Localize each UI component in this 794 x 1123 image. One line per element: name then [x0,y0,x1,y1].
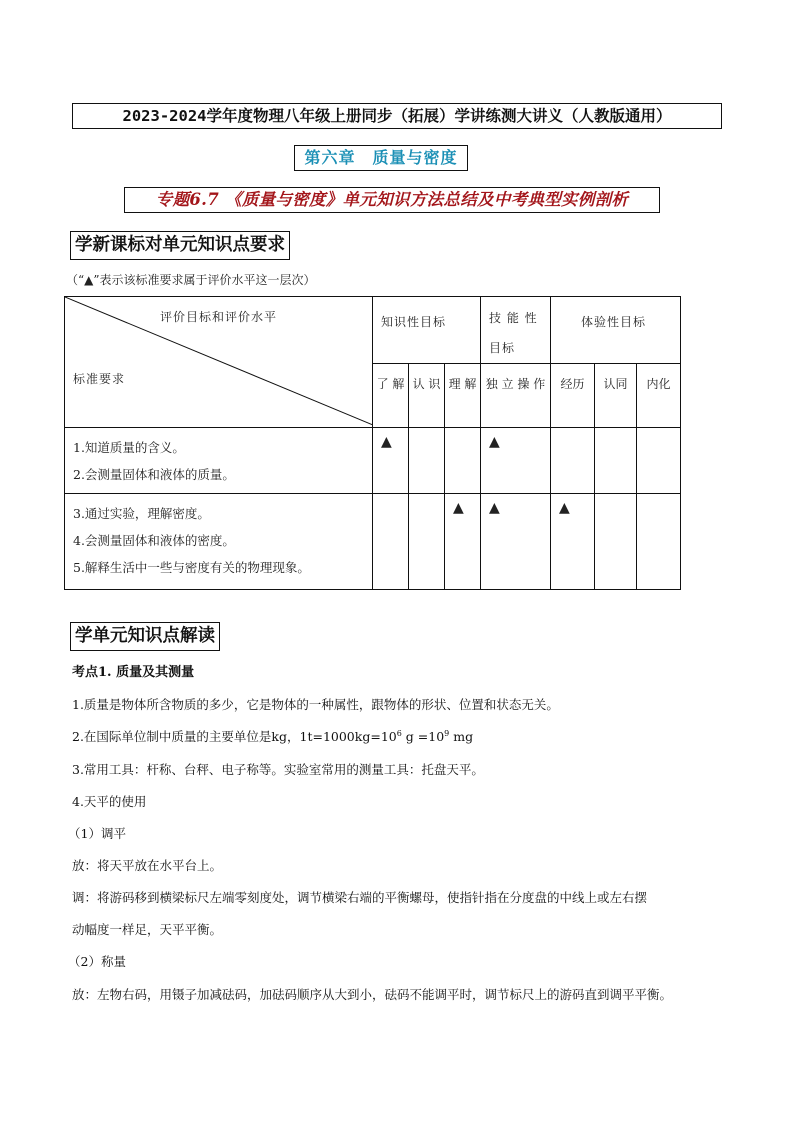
exponent: 9 [444,729,450,738]
subcol-independent-operation: 独 立 操 作 [481,364,551,428]
mark-cell: ▲ [373,428,409,494]
subcol-agree: 认同 [595,364,637,428]
subcol-internalize: 内化 [637,364,681,428]
exponent: 6 [396,729,402,738]
table-row [65,428,681,494]
requirement-line: 3.通过实验，理解密度。 [73,506,210,521]
paragraph: 1.质量是物体所含物质的多少，它是物体的一种属性，跟物体的形状、位置和状态无关。 [72,697,559,712]
requirement-line: 2.会测量固体和液体的质量。 [73,467,235,482]
mark-cell [595,428,637,494]
diagonal-header-cell [65,297,373,428]
diag-header-bottom: 标准要求 [73,372,126,386]
paragraph-units [72,729,473,745]
topic-title: 专题6.7 《质量与密度》单元知识方法总结及中考典型实例剖析 [124,187,660,213]
mark-cell [409,428,445,494]
paragraph: 3.常用工具：杆称、台秤、电子称等。实验室常用的测量工具：托盘天平。 [72,762,484,777]
subcol-recognize: 认 识 [409,364,445,428]
mark-cell: ▲ [481,428,551,494]
subcol-comprehend: 理 解 [445,364,481,428]
section-heading-curriculum: 学新课标对单元知识点要求 [70,231,290,260]
mark-cell: ▲ [481,494,551,590]
mark-cell [409,494,445,590]
group-knowledge: 知识性目标 [373,297,481,364]
paragraph: 放：将天平放在水平台上。 [72,858,223,873]
units-text: 2.在国际单位制中质量的主要单位是kg，1t=1000kg=10 [72,729,397,744]
units-text: g =10 [401,729,445,744]
subcol-experience: 经历 [551,364,595,428]
mark-cell [373,494,409,590]
mark-cell [551,428,595,494]
standards-table [64,296,681,590]
mark-cell: ▲ [551,494,595,590]
table-note: （“▲”表示该标准要求属于评价水平这一层次） [66,273,316,287]
section-heading-knowledge: 学单元知识点解读 [70,622,220,651]
paragraph: 4.天平的使用 [72,794,147,809]
mark-cell: ▲ [445,494,481,590]
paragraph: （1）调平 [68,826,126,841]
subcol-understand-basic: 了 解 [373,364,409,428]
chapter-title: 第六章 质量与密度 [294,145,468,171]
units-text: mg [449,729,474,744]
paragraph: 动幅度一样足，天平平衡。 [72,922,223,937]
diag-header-top: 评价目标和评价水平 [159,310,277,324]
requirement-line: 1.知道质量的含义。 [73,440,185,455]
group-experience: 体验性目标 [551,297,681,364]
mark-cell [637,494,681,590]
paragraph: 放：左物右码，用镊子加减砝码，加砝码顺序从大到小，砝码不能调平时，调节标尺上的游码直到调平平衡。 [72,987,673,1002]
table-row [65,494,681,590]
document-title: 2023-2024学年度物理八年级上册同步（拓展）学讲练测大讲义（人教版通用） [72,103,722,129]
mark-cell [595,494,637,590]
paragraph: 调：将游码移到横梁标尺左端零刻度处，调节横梁右端的平衡螺母，使指针指在分度盘的中线上或左右摆 [72,890,648,905]
knowledge-point-heading: 考点1. 质量及其测量 [72,665,195,680]
requirement-line: 4.会测量固体和液体的密度。 [73,533,235,548]
mark-cell [445,428,481,494]
requirement-cell [65,428,373,494]
mark-cell [637,428,681,494]
group-skill: 技 能 性 目标 [481,297,551,364]
requirement-line: 5.解释生活中一些与密度有关的物理现象。 [73,560,310,575]
paragraph: （2）称量 [68,954,126,969]
requirement-cell [65,494,373,590]
